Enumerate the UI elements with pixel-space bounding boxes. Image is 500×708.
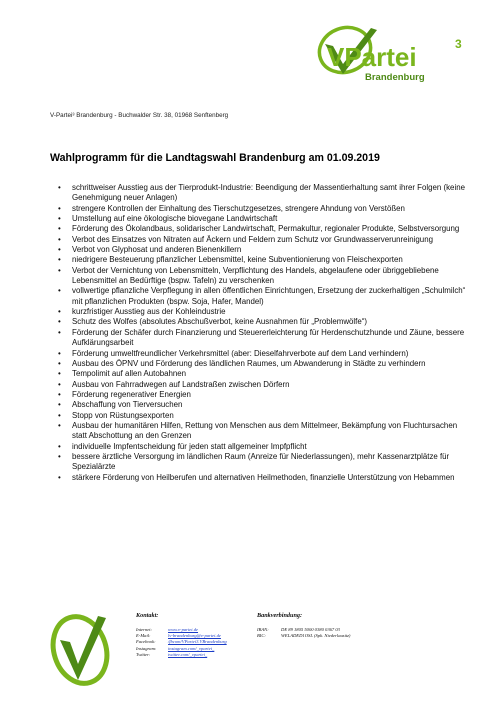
list-item: • Förderung umweltfreundlicher Verkehrsmittel (aber: Dieselfahrverbote auf dem Land verhindern) [50,349,470,359]
bank-value: WELADED1OSL (Spk. Niederlausitz) [281,633,351,639]
list-item: • Ausbau von Fahrradwegen auf Landstraßen zwischen Dörfern [50,380,470,390]
program-list [50,183,470,483]
list-item: • Verbot des Einsatzes von Nitraten auf Äckern und Feldern zum Schutz vor Grundwasserverunreinigung [50,235,470,245]
contact-link[interactable]: lv-brandenburg@v-partei.de [168,633,221,639]
list-item: • vollwertige pflanzliche Verpflegung in allen öffentlichen Einrichtungen, Ersetzung der zuckerhaltigen „Schulmilch“ mit pflanzlichen Produkten (bspw. Soja, Hafer, Mandel) [50,286,470,307]
list-item: • Ausbau des ÖPNV und Förderung des ländlichen Raumes, um Abwanderung in Städte zu verhindern [50,359,470,369]
kontakt-label: E-Mail: [136,633,151,639]
list-item: • Verbot von Glyphosat und anderen Bienenkillern [50,245,470,255]
list-item: • Abschaffung von Tierversuchen [50,400,470,410]
bank-row [257,633,350,639]
kontakt-label: Twitter: [136,651,151,657]
list-item: • Verbot der Vernichtung von Lebensmitteln, Verpflichtung des Handels, abgelaufene oder übriggebliebene Lebensmittel an Bedürftige (bspw. Tafeln) zu verschenken [50,266,470,287]
list-item: • Stopp von Rüstungsexporten [50,411,470,421]
logo-superscript: 3 [455,37,462,51]
list-item: • stärkere Förderung von Heilberufen und alternativen Heilmethoden, finanzielle Unterstützung von Hebammen [50,473,470,483]
logo-region: Brandenburg [365,72,425,83]
list-item: • niedrigere Besteuerung pflanzlicher Lebensmittel, keine Subventionierung von Fleischexporten [50,255,470,265]
bank-value: DE 89 1805 5000 0380 0367 03 [281,627,340,632]
contact-link[interactable]: instagram.com/_vpartei_ [168,645,215,651]
kontakt-label: Instagram: [136,645,157,651]
kontakt-label: Internet: [136,627,153,632]
vpartei-logo [305,24,475,86]
footer-logo-check-icon [60,616,106,680]
page-title: Wahlprogramm für die Landtagswahl Brandenburg am 01.09.2019 [50,152,380,164]
kontakt-label: Facebook: [136,639,156,645]
kontakt-row [136,652,227,658]
list-item: • Förderung des Ökolandbaus, solidarischer Landwirtschaft, Permakultur, regionaler Produkte, Selbstversorgung [50,224,470,234]
bank-label: BIC: [257,633,266,639]
list-item: • kurzfristiger Ausstieg aus der Kohleindustrie [50,307,470,317]
list-item: • Tempolimit auf allen Autobahnen [50,369,470,379]
sender-line: V-Partei³ Brandenburg - Buchwalder Str. 38, 01968 Senftenberg [50,112,229,119]
bank-label: IBAN: [257,627,269,632]
list-item: • Förderung regenerativer Energien [50,390,470,400]
bank-block [257,612,350,639]
contact-title: Kontakt: [136,612,159,619]
list-item: • Ausbau der humanitären Hilfen, Rettung von Menschen aus dem Mittelmeer, Bekämpfung von Fluchtursachen statt Abschottung an den Grenzen [50,421,470,442]
list-item: • Förderung der Schäfer durch Finanzierung und Steuererleichterung für Herdenschutzhunde und Zäune, bessere Aufklärungsarbeit [50,328,470,349]
logo-wordmark: VPartei [327,42,417,72]
contact-link[interactable]: www.v-partei.de [168,627,199,632]
list-item: • strengere Kontrollen der Einhaltung des Tierschutzgesetzes, strengere Ahndung von Verstößen [50,204,470,214]
contact-link[interactable]: twitter.com/_vpartei_ [168,651,208,657]
bank-title: Bankverbindung: [257,612,303,619]
list-item: • Umstellung auf eine ökologische biovegane Landwirtschaft [50,214,470,224]
footer-logo [50,612,110,688]
contact-block [136,612,227,658]
list-item: • schrittweiser Ausstieg aus der Tierprodukt-Industrie: Beendigung der Massentierhaltung samt ihrer Folgen (keine Genehmigung neuer Anlagen) [50,183,470,204]
list-item: • bessere ärztliche Versorgung im ländlichen Raum (Anreize für Niederlassungen), mehr Kassenarztplätze für Spezialärzte [50,452,470,473]
list-item: • individuelle Impfentscheidung für jeden statt allgemeiner Impfpflicht [50,442,470,452]
contact-link[interactable]: /fbcom/VPartei3.VBrandenburg [168,639,227,645]
list-item: • Schutz des Wolfes (absolutes Abschußverbot, keine Ausnahmen für „Problemwölfe“) [50,317,470,327]
